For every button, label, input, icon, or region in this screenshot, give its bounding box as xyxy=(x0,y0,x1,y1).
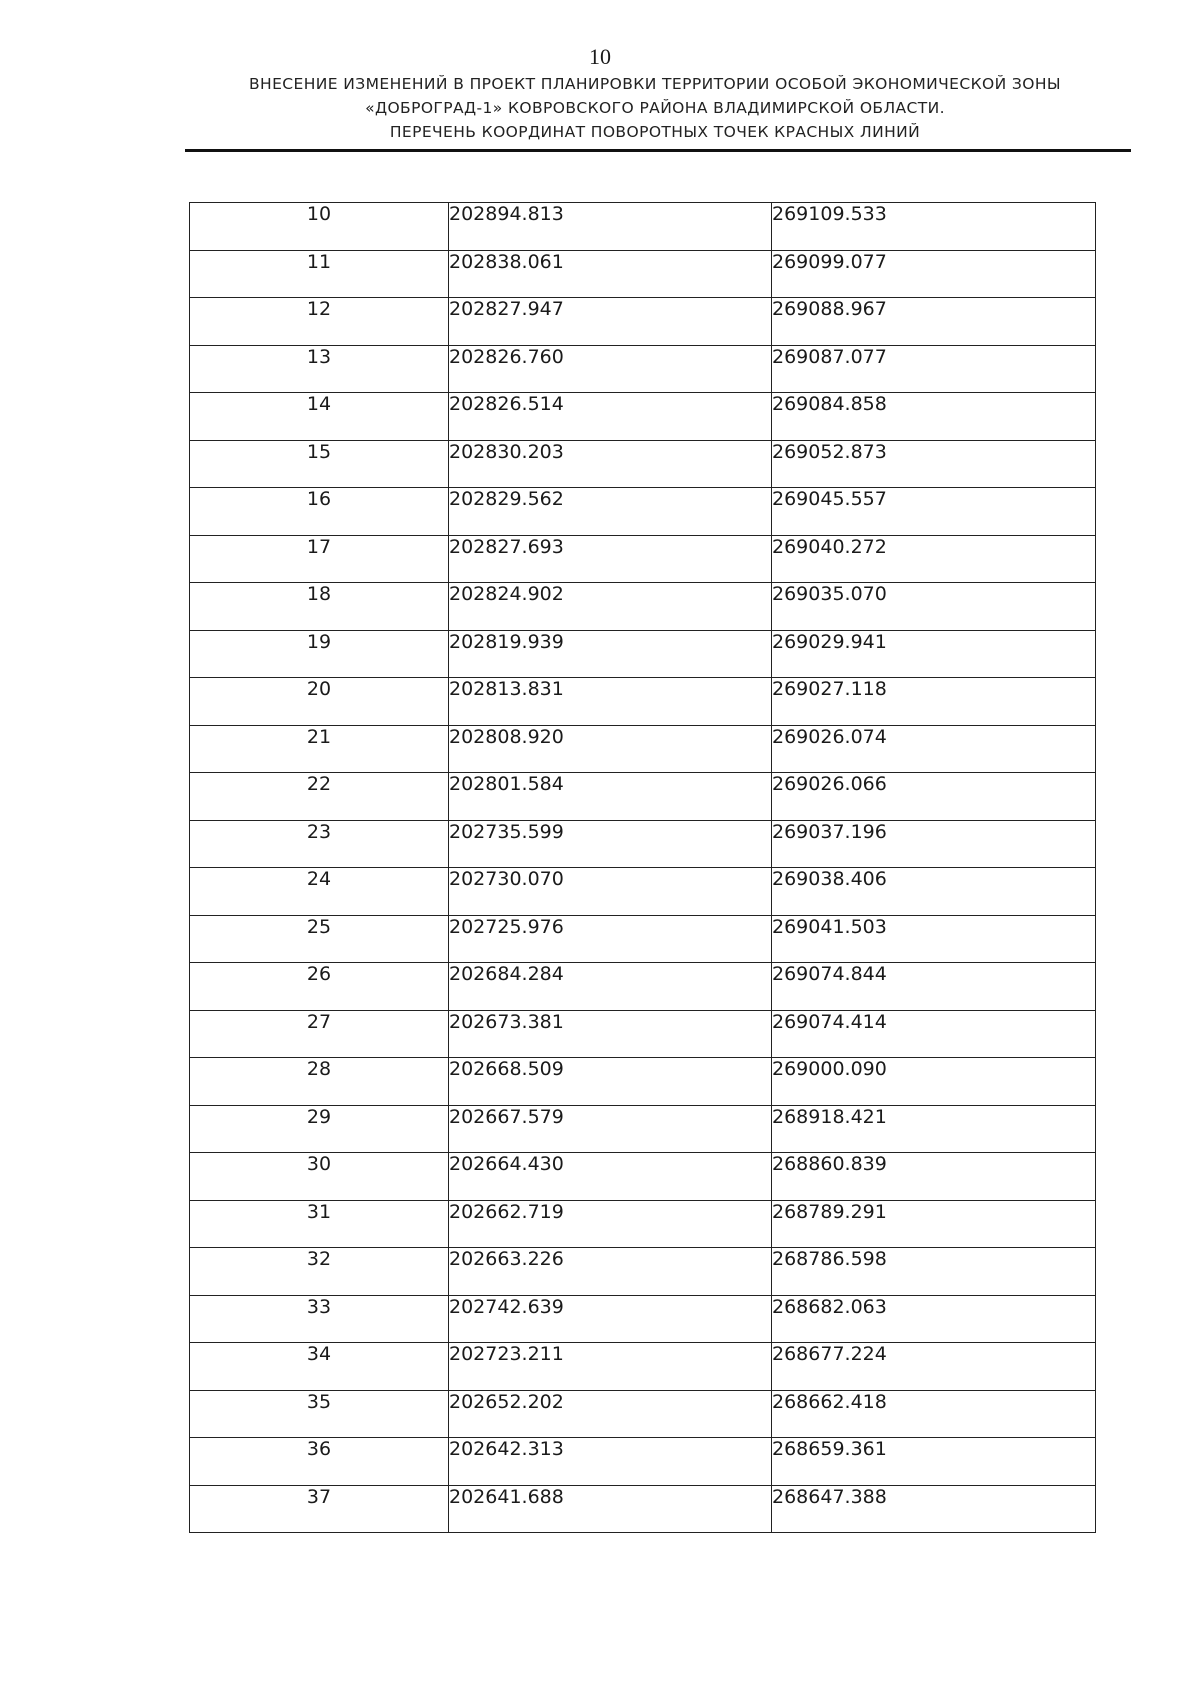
x-coordinate-cell: 202824.902 xyxy=(449,583,772,631)
x-coordinate-cell: 202664.430 xyxy=(449,1153,772,1201)
coordinates-table xyxy=(189,202,1096,1533)
table-row xyxy=(190,630,1096,678)
point-number-cell: 37 xyxy=(190,1485,449,1533)
table-row xyxy=(190,773,1096,821)
point-number-cell: 36 xyxy=(190,1438,449,1486)
x-coordinate-cell: 202684.284 xyxy=(449,963,772,1011)
table-row xyxy=(190,250,1096,298)
table-row xyxy=(190,1390,1096,1438)
header-line-3: ПЕРЕЧЕНЬ КООРДИНАТ ПОВОРОТНЫХ ТОЧЕК КРАСНЫХ ЛИНИЙ xyxy=(389,123,921,141)
x-coordinate-cell: 202829.562 xyxy=(449,488,772,536)
point-number-cell: 23 xyxy=(190,820,449,868)
x-coordinate-cell: 202725.976 xyxy=(449,915,772,963)
point-number-cell: 24 xyxy=(190,868,449,916)
point-number-cell: 20 xyxy=(190,678,449,726)
x-coordinate-cell: 202667.579 xyxy=(449,1105,772,1153)
point-number-cell: 29 xyxy=(190,1105,449,1153)
point-number-cell: 11 xyxy=(190,250,449,298)
header-line-1: ВНЕСЕНИЕ ИЗМЕНЕНИЙ В ПРОЕКТ ПЛАНИРОВКИ ТЕРРИТОРИИ ОСОБОЙ ЭКОНОМИЧЕСКОЙ ЗОНЫ xyxy=(249,75,1061,93)
x-coordinate-cell: 202642.313 xyxy=(449,1438,772,1486)
y-coordinate-cell: 269099.077 xyxy=(772,250,1096,298)
table-row xyxy=(190,203,1096,251)
table-row xyxy=(190,1295,1096,1343)
y-coordinate-cell: 268786.598 xyxy=(772,1248,1096,1296)
point-number-cell: 27 xyxy=(190,1010,449,1058)
x-coordinate-cell: 202742.639 xyxy=(449,1295,772,1343)
x-coordinate-cell: 202808.920 xyxy=(449,725,772,773)
table-row xyxy=(190,820,1096,868)
table-row xyxy=(190,393,1096,441)
header-divider xyxy=(185,149,1131,152)
y-coordinate-cell: 269074.414 xyxy=(772,1010,1096,1058)
point-number-cell: 31 xyxy=(190,1200,449,1248)
y-coordinate-cell: 269074.844 xyxy=(772,963,1096,1011)
x-coordinate-cell: 202723.211 xyxy=(449,1343,772,1391)
table-row xyxy=(190,298,1096,346)
point-number-cell: 25 xyxy=(190,915,449,963)
x-coordinate-cell: 202652.202 xyxy=(449,1390,772,1438)
x-coordinate-cell: 202827.947 xyxy=(449,298,772,346)
point-number-cell: 16 xyxy=(190,488,449,536)
y-coordinate-cell: 269026.074 xyxy=(772,725,1096,773)
header-line-2: «ДОБРОГРАД-1» КОВРОВСКОГО РАЙОНА ВЛАДИМИРСКОЙ ОБЛАСТИ. xyxy=(365,99,945,117)
table-row xyxy=(190,678,1096,726)
x-coordinate-cell: 202641.688 xyxy=(449,1485,772,1533)
x-coordinate-cell: 202826.514 xyxy=(449,393,772,441)
point-number-cell: 35 xyxy=(190,1390,449,1438)
table-row xyxy=(190,1485,1096,1533)
y-coordinate-cell: 269088.967 xyxy=(772,298,1096,346)
y-coordinate-cell: 269040.272 xyxy=(772,535,1096,583)
table-row xyxy=(190,488,1096,536)
point-number-cell: 19 xyxy=(190,630,449,678)
x-coordinate-cell: 202838.061 xyxy=(449,250,772,298)
y-coordinate-cell: 268860.839 xyxy=(772,1153,1096,1201)
x-coordinate-cell: 202894.813 xyxy=(449,203,772,251)
y-coordinate-cell: 269037.196 xyxy=(772,820,1096,868)
point-number-cell: 13 xyxy=(190,345,449,393)
y-coordinate-cell: 268677.224 xyxy=(772,1343,1096,1391)
x-coordinate-cell: 202827.693 xyxy=(449,535,772,583)
table-row xyxy=(190,1200,1096,1248)
y-coordinate-cell: 269041.503 xyxy=(772,915,1096,963)
point-number-cell: 22 xyxy=(190,773,449,821)
table-row xyxy=(190,1438,1096,1486)
table-row xyxy=(190,535,1096,583)
point-number-cell: 12 xyxy=(190,298,449,346)
y-coordinate-cell: 268918.421 xyxy=(772,1105,1096,1153)
y-coordinate-cell: 269029.941 xyxy=(772,630,1096,678)
y-coordinate-cell: 269045.557 xyxy=(772,488,1096,536)
y-coordinate-cell: 269027.118 xyxy=(772,678,1096,726)
y-coordinate-cell: 269035.070 xyxy=(772,583,1096,631)
point-number-cell: 33 xyxy=(190,1295,449,1343)
x-coordinate-cell: 202673.381 xyxy=(449,1010,772,1058)
y-coordinate-cell: 269026.066 xyxy=(772,773,1096,821)
point-number-cell: 32 xyxy=(190,1248,449,1296)
table-row xyxy=(190,725,1096,773)
point-number-cell: 15 xyxy=(190,440,449,488)
x-coordinate-cell: 202730.070 xyxy=(449,868,772,916)
table-row xyxy=(190,345,1096,393)
point-number-cell: 21 xyxy=(190,725,449,773)
y-coordinate-cell: 269000.090 xyxy=(772,1058,1096,1106)
y-coordinate-cell: 269052.873 xyxy=(772,440,1096,488)
table-row xyxy=(190,1153,1096,1201)
point-number-cell: 18 xyxy=(190,583,449,631)
y-coordinate-cell: 268662.418 xyxy=(772,1390,1096,1438)
y-coordinate-cell: 268682.063 xyxy=(772,1295,1096,1343)
x-coordinate-cell: 202735.599 xyxy=(449,820,772,868)
x-coordinate-cell: 202830.203 xyxy=(449,440,772,488)
point-number-cell: 30 xyxy=(190,1153,449,1201)
x-coordinate-cell: 202819.939 xyxy=(449,630,772,678)
document-header xyxy=(185,72,1125,144)
table-row xyxy=(190,583,1096,631)
table-row xyxy=(190,915,1096,963)
coordinates-table-body xyxy=(190,203,1096,1533)
point-number-cell: 14 xyxy=(190,393,449,441)
page-number: 10 xyxy=(589,44,611,69)
table-row xyxy=(190,440,1096,488)
x-coordinate-cell: 202668.509 xyxy=(449,1058,772,1106)
y-coordinate-cell: 268647.388 xyxy=(772,1485,1096,1533)
table-row xyxy=(190,868,1096,916)
point-number-cell: 10 xyxy=(190,203,449,251)
y-coordinate-cell: 269038.406 xyxy=(772,868,1096,916)
x-coordinate-cell: 202813.831 xyxy=(449,678,772,726)
table-row xyxy=(190,1248,1096,1296)
y-coordinate-cell: 268789.291 xyxy=(772,1200,1096,1248)
y-coordinate-cell: 269084.858 xyxy=(772,393,1096,441)
table-row xyxy=(190,1058,1096,1106)
y-coordinate-cell: 269109.533 xyxy=(772,203,1096,251)
point-number-cell: 28 xyxy=(190,1058,449,1106)
table-row xyxy=(190,1105,1096,1153)
point-number-cell: 26 xyxy=(190,963,449,1011)
point-number-cell: 34 xyxy=(190,1343,449,1391)
table-row xyxy=(190,1010,1096,1058)
x-coordinate-cell: 202662.719 xyxy=(449,1200,772,1248)
x-coordinate-cell: 202663.226 xyxy=(449,1248,772,1296)
y-coordinate-cell: 269087.077 xyxy=(772,345,1096,393)
x-coordinate-cell: 202801.584 xyxy=(449,773,772,821)
y-coordinate-cell: 268659.361 xyxy=(772,1438,1096,1486)
point-number-cell: 17 xyxy=(190,535,449,583)
table-row xyxy=(190,1343,1096,1391)
table-row xyxy=(190,963,1096,1011)
x-coordinate-cell: 202826.760 xyxy=(449,345,772,393)
